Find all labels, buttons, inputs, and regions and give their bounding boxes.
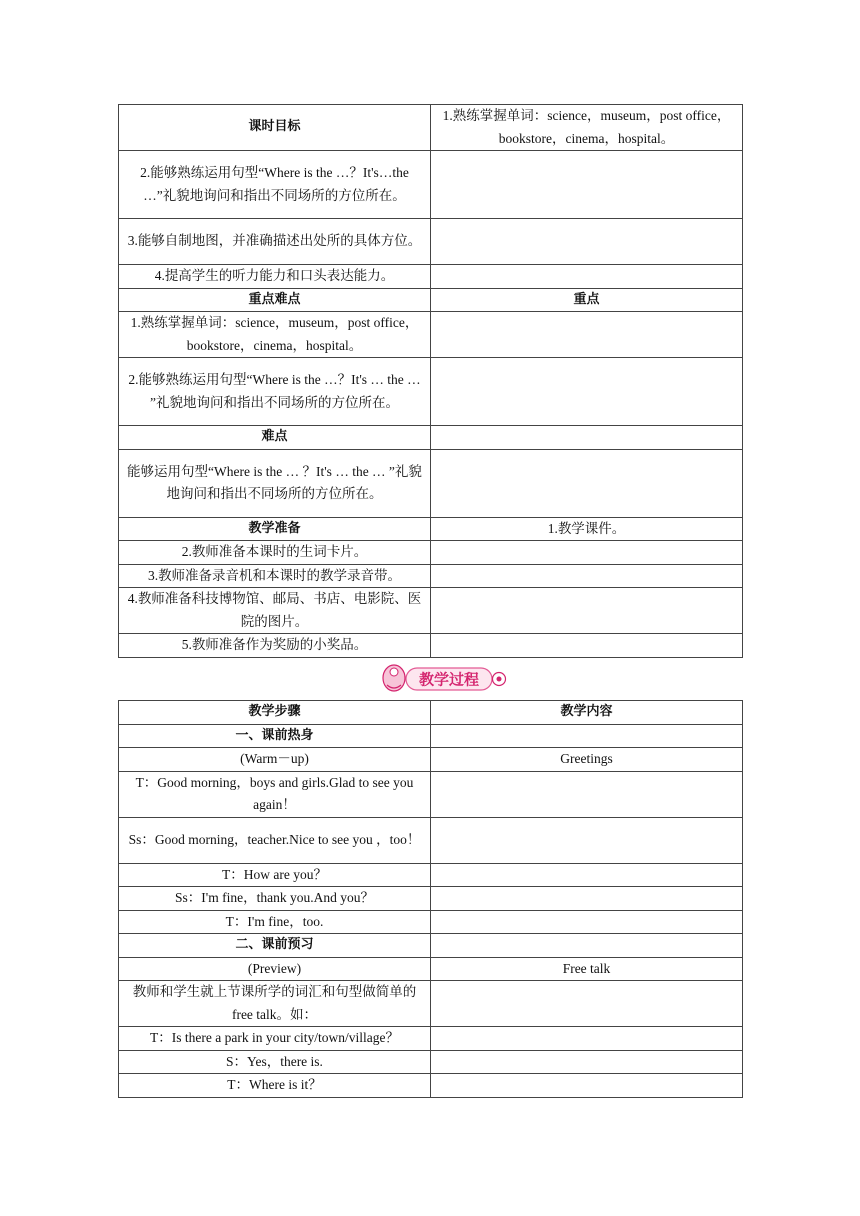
table-row xyxy=(119,934,743,958)
table-cell: 教师和学生就上节课所学的词汇和句型做简单的 free talk。如： xyxy=(119,981,431,1027)
target-icon xyxy=(493,673,506,686)
table-cell xyxy=(431,541,743,565)
table-cell xyxy=(431,564,743,588)
table-row xyxy=(119,588,743,634)
cartoon-figure-icon xyxy=(383,665,405,691)
table-cell: T：Is there a park in your city/town/village？ xyxy=(119,1027,431,1051)
table-row xyxy=(119,426,743,450)
table-cell: 3.能够自制地图，并准确描述出处所的具体方位。 xyxy=(119,219,431,265)
table-cell xyxy=(431,449,743,517)
table-cell xyxy=(431,817,743,863)
table-cell: 教学准备 xyxy=(119,517,431,541)
table-row xyxy=(119,312,743,358)
table-row xyxy=(119,151,743,219)
banner-title: 教学过程 xyxy=(418,670,480,689)
table-cell: (Warm－up) xyxy=(119,748,431,772)
table-cell: T：Good morning，boys and girls.Glad to see you again！ xyxy=(119,771,431,817)
table-cell: 二、课前预习 xyxy=(119,934,431,958)
table-cell: Ss：Good morning，teacher.Nice to see you ，too！ xyxy=(119,817,431,863)
table-cell xyxy=(431,219,743,265)
table-cell: 一、课前热身 xyxy=(119,724,431,748)
table-row xyxy=(119,265,743,289)
table-cell: 1.熟练掌握单词：science，museum，post office，bookstore，cinema，hospital。 xyxy=(431,105,743,151)
table-cell: 4.提高学生的听力能力和口头表达能力。 xyxy=(119,265,431,289)
table-cell: 1.熟练掌握单词：science，museum，post office，bookstore，cinema，hospital。 xyxy=(119,312,431,358)
table-cell: T：I'm fine，too. xyxy=(119,910,431,934)
table-cell xyxy=(431,151,743,219)
table-row xyxy=(119,724,743,748)
table-cell xyxy=(431,588,743,634)
table-row xyxy=(119,817,743,863)
table-row xyxy=(119,863,743,887)
table-row xyxy=(119,981,743,1027)
table-row xyxy=(119,358,743,426)
table-cell: Ss：I'm fine，thank you.And you？ xyxy=(119,887,431,911)
table-cell xyxy=(431,981,743,1027)
table-cell: (Preview) xyxy=(119,957,431,981)
table-row xyxy=(119,517,743,541)
table-row xyxy=(119,771,743,817)
table-row xyxy=(119,701,743,725)
table-row xyxy=(119,1074,743,1098)
table-cell xyxy=(431,910,743,934)
table-cell xyxy=(431,1074,743,1098)
table-cell: 1.教学课件。 xyxy=(431,517,743,541)
table-cell: 4.教师准备科技博物馆、邮局、书店、电影院、医院的图片。 xyxy=(119,588,431,634)
table-cell: 教学内容 xyxy=(431,701,743,725)
table-row xyxy=(119,1050,743,1074)
table-cell: T：How are you？ xyxy=(119,863,431,887)
table-cell xyxy=(431,771,743,817)
table-cell: Greetings xyxy=(431,748,743,772)
table-row xyxy=(119,910,743,934)
table-row xyxy=(119,219,743,265)
table-cell: Free talk xyxy=(431,957,743,981)
teaching-process-banner xyxy=(380,661,508,695)
table-row xyxy=(119,564,743,588)
table-row xyxy=(119,449,743,517)
table-row xyxy=(119,957,743,981)
table-cell: 2.能够熟练运用句型“Where is the …？It's…the …”礼貌地询问和指出不同场所的方位所在。 xyxy=(119,151,431,219)
table-cell: 3.教师准备录音机和本课时的教学录音带。 xyxy=(119,564,431,588)
lesson-objectives-table xyxy=(118,104,743,658)
table-cell xyxy=(431,1050,743,1074)
table-cell: 难点 xyxy=(119,426,431,450)
table-cell xyxy=(431,358,743,426)
table-row xyxy=(119,105,743,151)
table-row xyxy=(119,288,743,312)
table-cell xyxy=(431,863,743,887)
table-cell: 2.能够熟练运用句型“Where is the …？It's … the … ”礼貌地询问和指出不同场所的方位所在。 xyxy=(119,358,431,426)
table-row xyxy=(119,1027,743,1051)
table-cell: 5.教师准备作为奖励的小奖品。 xyxy=(119,634,431,658)
table-cell: 能够运用句型“Where is the … ？It's … the … ”礼貌地询问和指出不同场所的方位所在。 xyxy=(119,449,431,517)
table-cell: 重点 xyxy=(431,288,743,312)
table-cell: 重点难点 xyxy=(119,288,431,312)
table-cell: S：Yes，there is. xyxy=(119,1050,431,1074)
table-row xyxy=(119,541,743,565)
table-row xyxy=(119,748,743,772)
table-cell xyxy=(431,265,743,289)
table-cell: T：Where is it？ xyxy=(119,1074,431,1098)
table-row xyxy=(119,887,743,911)
table-cell: 教学步骤 xyxy=(119,701,431,725)
table-cell xyxy=(431,934,743,958)
table-cell: 课时目标 xyxy=(119,105,431,151)
table-cell xyxy=(431,724,743,748)
table-cell xyxy=(431,426,743,450)
table-cell: 2.教师准备本课时的生词卡片。 xyxy=(119,541,431,565)
table-cell xyxy=(431,887,743,911)
table-row xyxy=(119,634,743,658)
table-cell xyxy=(431,1027,743,1051)
table-cell xyxy=(431,312,743,358)
table-cell xyxy=(431,634,743,658)
teaching-process-table xyxy=(118,700,743,1098)
